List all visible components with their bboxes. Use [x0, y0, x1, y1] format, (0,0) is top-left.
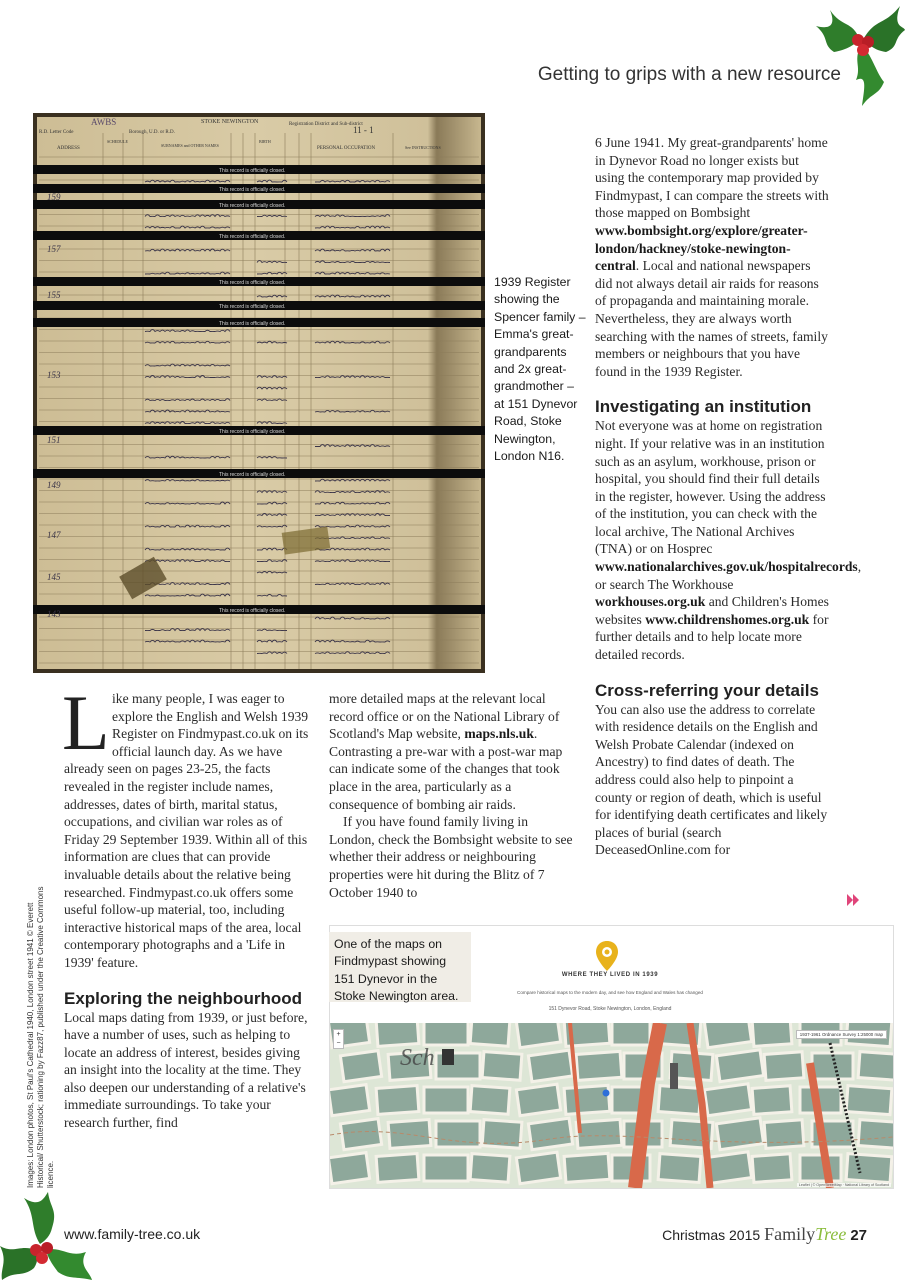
- map-street-block: [330, 1085, 370, 1116]
- register-house-number: 145: [47, 572, 61, 582]
- closed-record-notice: This record is officially closed.: [219, 429, 286, 435]
- map-street-block: [752, 1023, 792, 1046]
- map-street-block: [340, 1051, 381, 1082]
- footer-brand-tree: Tree: [815, 1224, 847, 1244]
- map-street-block: [470, 1086, 510, 1115]
- register-house-number: 151: [47, 435, 61, 445]
- heading-exploring-neighbourhood: Exploring the neighbourhood: [64, 988, 302, 1008]
- maps-paragraph: more detailed maps at the relevant local record office or on the National Library of Scotland's Map website, maps.nls.uk. Contrasting a pre-war with a post-war map can indicate some of the changes that took place in the area, particularly as a consequence of bombing air raids.: [329, 691, 563, 812]
- map-street-block: [376, 1023, 419, 1046]
- closed-record-notice: This record is officially closed.: [219, 321, 286, 327]
- register-image: [33, 113, 485, 673]
- reg-letter-label: R.D. Letter Code: [39, 130, 74, 135]
- footer-issue: Christmas 2015: [662, 1227, 761, 1243]
- exploring-paragraph: Local maps dating from 1939, or just before, have a number of uses, such as helping to locate an address of interest, besides giving an insight into the locality at the time. They also deepen our understanding of a relative's immediate surroundings. To take your research further, find: [64, 1009, 308, 1131]
- reg-code: AWBS: [91, 117, 117, 127]
- map-street-block: [516, 1152, 560, 1183]
- column-3: [595, 134, 862, 859]
- continue-arrow-icon: [846, 893, 860, 907]
- register-house-number: 155: [47, 290, 61, 300]
- running-head: Getting to grips with a new resource: [537, 64, 841, 85]
- reg-borough-value: STOKE NEWINGTON: [201, 119, 259, 125]
- bombsight-continued-paragraph: 6 June 1941. My great-grandparents' home in Dynevor Road no longer exists but using the contemporary map provided by Findmypast, I can compare the streets with those mapped on Bombsight www.bombsight.org/explore/greater-london/hackney/stoke-newington-central. Local and national newspapers did not always detail air raids for reasons of propaganda and maintaining morale. Nevertheless, they are always worth searching with the names of streets, family members or neighbours that you have found in the 1939 Register.: [595, 135, 829, 379]
- location-pin-icon: [595, 940, 619, 972]
- map-street-block: [340, 1119, 381, 1150]
- map-street-block: [482, 1120, 522, 1149]
- page-number: 27: [850, 1227, 867, 1244]
- map-street-block: [376, 1154, 419, 1183]
- reg-col-schedule: SCHEDULE: [107, 139, 128, 144]
- map-street-block: [704, 1023, 751, 1048]
- closed-record-notice: This record is officially closed.: [219, 280, 286, 286]
- map-street-block: [576, 1051, 622, 1080]
- link-workhouses[interactable]: workhouses.org.uk: [595, 594, 706, 610]
- closed-record-notice: This record is officially closed.: [219, 304, 286, 310]
- map-street-block: [482, 1052, 522, 1081]
- register-house-number: 143: [47, 609, 61, 619]
- map-title: WHERE THEY LIVED IN 1939: [561, 972, 659, 978]
- map-street-block: [424, 1023, 468, 1045]
- register-house-number: 159: [47, 192, 61, 202]
- map-caption: One of the maps on Findmypast showing 151 Dynevor in the Stoke Newington area.: [329, 932, 471, 1002]
- institution-paragraph: Not everyone was at home on registration night. If your relative was in an institution such as an asylum, workhouse, prison or hospital, you should find their full details in the register, however. Using the address of the institution, you can check with the local archive, The National Archives (TNA) or on Hosprec www.nationalarchives.gov.uk/hospitalrecords, or search The Workhouse workhouses.org.uk and Children's Homes websites www.childrenshomes.org.uk for further details and to help locate more detailed records.: [595, 418, 862, 663]
- map-street-block: [846, 1154, 892, 1183]
- closed-record-notice: This record is officially closed.: [219, 472, 286, 478]
- map-street-block: [716, 1050, 763, 1082]
- map-school-label: Sch: [400, 1045, 435, 1071]
- map-zoom-control[interactable]: + −: [333, 1029, 344, 1049]
- map-street-block: [516, 1084, 560, 1115]
- reg-district-label: Registration District and Sub-district: [289, 122, 363, 127]
- drop-cap: L: [62, 679, 110, 766]
- image-credit: Images: London photos, St Paul's Cathedral 1940, London street 1941 © Everett Historical/ Shutterstock; rationing by Fazz87, published under the Creative Commons licence.: [26, 886, 55, 1188]
- reg-col-surnames: SURNAMES and OTHER NAMES: [161, 143, 219, 148]
- map-street-block: [764, 1120, 804, 1149]
- reg-col-instructions: See INSTRUCTIONS: [405, 145, 441, 150]
- map-street-block: [858, 1052, 893, 1081]
- map-street-block: [424, 1155, 468, 1181]
- map-layer-select[interactable]: 1937-1961 Ordnance Survey 1:25000 map: [796, 1030, 887, 1039]
- map-subtitle: Compare historical maps to the modern day, and see how England and Wales has changed: [517, 990, 703, 995]
- map-street-block: [564, 1085, 610, 1114]
- map-attribution: Leaflet | © OpenStreetMap · National Library of Scotland: [798, 1183, 889, 1187]
- map-street-block: [658, 1154, 701, 1183]
- map-street-block: [528, 1050, 572, 1081]
- map-street-block: [612, 1023, 650, 1045]
- map-street-block: [658, 1086, 701, 1115]
- heading-cross-referring: Cross-referring your details: [595, 680, 819, 700]
- closed-record-notice: This record is officially closed.: [219, 168, 286, 174]
- map-street-block: [470, 1154, 510, 1183]
- map-street-block: [812, 1053, 853, 1079]
- intro-paragraph: ike many people, I was eager to explore the English and Welsh 1939 Register on Findmypast.co.uk on its official launch day. As we have already seen on pages 23-25, the facts revealed in the register include names, addresses, dates of birth, marital status, occupations, and civilian war roles as of Friday 29 September 1939. Within all of this information are clues that can provide invaluable details about the relative being researched. Findmypast.co.uk offers some useful follow-up material, too, including interactive historical maps of the area, local contemporary photographs and a 'Life in 1939' feature.: [64, 691, 309, 970]
- reg-borough-label: Borough, U.D. or R.D.: [129, 130, 175, 135]
- reg-col-births: BIRTH: [259, 139, 271, 144]
- register-house-number: 153: [47, 370, 61, 380]
- closed-record-notice: This record is officially closed.: [219, 187, 286, 193]
- map-street-block: [576, 1119, 622, 1148]
- map-address: 151 Dynevor Road, Stoke Newington, London, England: [548, 1006, 672, 1012]
- footer-folio: [662, 1224, 867, 1245]
- map-street-block: [436, 1121, 480, 1147]
- map-street-block: [516, 1023, 560, 1048]
- reg-district-value: 11 - 1: [353, 125, 374, 135]
- map-street-block: [752, 1086, 792, 1115]
- map-street-block: [704, 1084, 751, 1116]
- footer-brand-family: Family: [764, 1224, 816, 1244]
- closed-record-notice: This record is officially closed.: [219, 234, 286, 240]
- bombsight-paragraph: If you have found family living in London, check the Bombsight website to see whether their address or neighbouring properties were hit during the Blitz of 7 October 1940 to: [329, 814, 573, 900]
- register-house-number: 157: [47, 244, 61, 254]
- map-street-block: [858, 1120, 893, 1149]
- register-caption: 1939 Register showing the Spencer family – Emma's great-grandparents and 2x great-grandmother – at 151 Dynevor Road, Stoke Newington, London N16.: [494, 275, 586, 464]
- link-childrens-homes[interactable]: www.childrenshomes.org.uk: [645, 611, 810, 627]
- column-2: [329, 690, 575, 901]
- closed-record-notice: This record is officially closed.: [219, 203, 286, 209]
- closed-record-notice: This record is officially closed.: [219, 608, 286, 614]
- map-street-block: [716, 1118, 763, 1150]
- link-bombsight[interactable]: www.bombsight.org/explore/greater-london/hackney/stoke-newington-central: [595, 222, 808, 274]
- holly-top-right: [812, 0, 905, 110]
- register-page-illustration: [33, 113, 485, 673]
- register-house-number: 147: [47, 530, 61, 540]
- map-street-block: [800, 1155, 841, 1181]
- cross-referring-paragraph: You can also use the address to correlate with residence details on the English and Welsh Probate Calendar (indexed on Ancestry) to find dates of death. The address could also help to pinpoint a county or region of death, which is useful for identifying death certificates and likely places of burial (search DeceasedOnline.com for: [595, 701, 828, 858]
- column-1: [62, 679, 310, 1132]
- map-street-block: [564, 1153, 610, 1182]
- map-street-block: [752, 1154, 792, 1183]
- map-street-block: [528, 1118, 572, 1149]
- map-street-block: [764, 1052, 804, 1081]
- register-house-number: 149: [47, 480, 61, 490]
- map-street-block: [846, 1086, 892, 1115]
- map-street-block: [376, 1086, 419, 1115]
- map-street-block: [470, 1023, 510, 1046]
- footer-url: www.family-tree.co.uk: [64, 1226, 201, 1242]
- link-national-archives[interactable]: www.nationalarchives.gov.uk/hospitalrecords: [595, 559, 858, 575]
- link-maps-nls[interactable]: maps.nls.uk: [464, 726, 534, 742]
- map-street-block: [388, 1120, 431, 1149]
- map-street-block: [424, 1087, 468, 1113]
- map-view[interactable]: [330, 1023, 893, 1188]
- map-street-block: [330, 1153, 370, 1184]
- heading-investigating-institution: Investigating an institution: [595, 397, 812, 417]
- reg-col-occupation: PERSONAL OCCUPATION: [317, 146, 376, 151]
- reg-col-address: ADDRESS: [57, 146, 80, 151]
